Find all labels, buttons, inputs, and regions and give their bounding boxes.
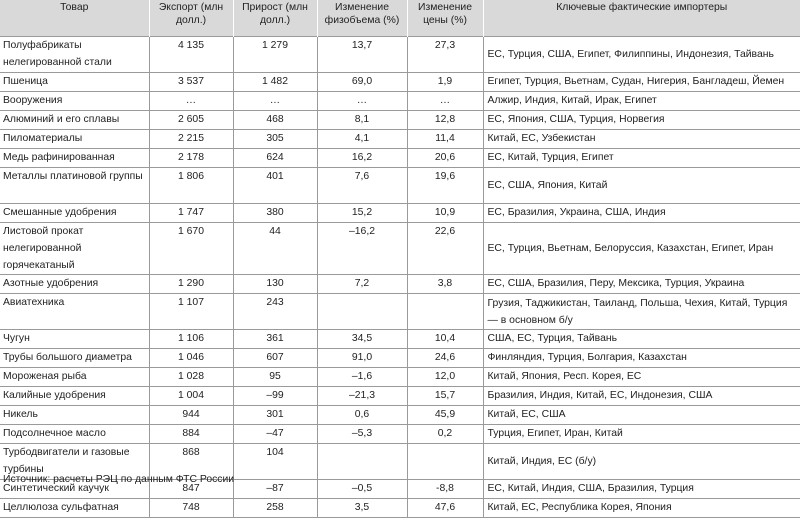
price-change-cell: 3,8 [407, 275, 483, 294]
volume-change-cell: 7,2 [317, 275, 407, 294]
price-change-cell: 12,0 [407, 368, 483, 387]
growth-cell: 44 [233, 223, 317, 275]
table-row [0, 92, 800, 111]
growth-cell: 1 279 [233, 37, 317, 73]
export-cell: 2 215 [149, 130, 233, 149]
table-row [0, 368, 800, 387]
volume-change-cell [317, 444, 407, 480]
table-row [0, 406, 800, 425]
price-change-cell: 45,9 [407, 406, 483, 425]
export-cell: 2 178 [149, 149, 233, 168]
volume-change-cell: 7,6 [317, 168, 407, 204]
product-cell: Никель [0, 406, 149, 425]
export-cell: 2 605 [149, 111, 233, 130]
growth-cell: 95 [233, 368, 317, 387]
table-row [0, 275, 800, 294]
table-row [0, 387, 800, 406]
export-cell: 1 747 [149, 204, 233, 223]
table-body [0, 37, 800, 518]
importers-cell: Турция, Египет, Иран, Китай [483, 425, 800, 444]
importers-cell: Китай, ЕС, Узбекистан [483, 130, 800, 149]
table-row [0, 330, 800, 349]
table-row [0, 73, 800, 92]
volume-change-cell [317, 294, 407, 330]
growth-cell: –99 [233, 387, 317, 406]
table-row [0, 294, 800, 330]
price-change-cell: 0,2 [407, 425, 483, 444]
importers-cell: Египет, Турция, Вьетнам, Судан, Нигерия, Бангладеш, Йемен [483, 73, 800, 92]
importers-cell: Бразилия, Индия, Китай, ЕС, Индонезия, США [483, 387, 800, 406]
header-export: Экспорт (млн долл.) [149, 0, 233, 37]
source-note: Источник: расчеты РЭЦ по данным ФТС России [3, 474, 235, 485]
product-cell: Трубы большого диаметра [0, 349, 149, 368]
importers-cell: ЕС, США, Япония, Китай [483, 168, 800, 204]
export-cell: 1 290 [149, 275, 233, 294]
importers-cell: ЕС, Япония, США, Турция, Норвегия [483, 111, 800, 130]
volume-change-cell: 69,0 [317, 73, 407, 92]
volume-change-cell: 34,5 [317, 330, 407, 349]
growth-cell: 243 [233, 294, 317, 330]
importers-cell: ЕС, Турция, Вьетнам, Белоруссия, Казахстан, Египет, Иран [483, 223, 800, 275]
importers-cell: Финляндия, Турция, Болгария, Казахстан [483, 349, 800, 368]
price-change-cell: … [407, 92, 483, 111]
growth-cell: 258 [233, 499, 317, 518]
product-cell: Пшеница [0, 73, 149, 92]
export-cell: 4 135 [149, 37, 233, 73]
growth-cell: 361 [233, 330, 317, 349]
importers-cell: Алжир, Индия, Китай, Ирак, Египет [483, 92, 800, 111]
export-cell: 944 [149, 406, 233, 425]
volume-change-cell: 13,7 [317, 37, 407, 73]
product-cell: Авиатехника [0, 294, 149, 330]
volume-change-cell: 15,2 [317, 204, 407, 223]
product-cell: Полуфабрикаты нелегированной стали [0, 37, 149, 73]
export-cell: … [149, 92, 233, 111]
price-change-cell: 12,8 [407, 111, 483, 130]
price-change-cell: 19,6 [407, 168, 483, 204]
growth-cell: 104 [233, 444, 317, 480]
volume-change-cell: 91,0 [317, 349, 407, 368]
importers-cell: Грузия, Таджикистан, Таиланд, Польша, Чехия, Китай, Турция — в основном б/у [483, 294, 800, 330]
importers-cell: ЕС, Бразилия, Украина, США, Индия [483, 204, 800, 223]
export-cell: 847 [149, 480, 233, 499]
export-cell: 1 046 [149, 349, 233, 368]
importers-cell: США, ЕС, Турция, Тайвань [483, 330, 800, 349]
growth-cell: 305 [233, 130, 317, 149]
table-row [0, 149, 800, 168]
growth-cell: 301 [233, 406, 317, 425]
volume-change-cell: 0,6 [317, 406, 407, 425]
importers-cell: Китай, ЕС, Республика Корея, Япония [483, 499, 800, 518]
product-cell: Чугун [0, 330, 149, 349]
header-growth: Прирост (млн долл.) [233, 0, 317, 37]
product-cell: Пиломатериалы [0, 130, 149, 149]
price-change-cell: 27,3 [407, 37, 483, 73]
volume-change-cell: –5,3 [317, 425, 407, 444]
importers-cell: ЕС, Китай, Турция, Египет [483, 149, 800, 168]
price-change-cell: -8,8 [407, 480, 483, 499]
product-cell: Целлюлоза сульфатная [0, 499, 149, 518]
product-cell: Подсолнечное масло [0, 425, 149, 444]
growth-cell: –47 [233, 425, 317, 444]
table-row [0, 425, 800, 444]
price-change-cell: 10,4 [407, 330, 483, 349]
price-change-cell: 15,7 [407, 387, 483, 406]
growth-cell: –87 [233, 480, 317, 499]
table-row [0, 349, 800, 368]
volume-change-cell: –0,5 [317, 480, 407, 499]
export-cell: 3 537 [149, 73, 233, 92]
table-row [0, 168, 800, 204]
product-cell: Турбодвигатели и газовые турбины [0, 444, 149, 480]
header-product: Товар [0, 0, 149, 37]
table-row [0, 499, 800, 518]
price-change-cell: 11,4 [407, 130, 483, 149]
header-importers: Ключевые фактические импортеры [483, 0, 800, 37]
price-change-cell: 47,6 [407, 499, 483, 518]
price-change-cell: 22,6 [407, 223, 483, 275]
product-cell: Калийные удобрения [0, 387, 149, 406]
product-cell: Синтетический каучук [0, 480, 149, 499]
export-cell: 1 004 [149, 387, 233, 406]
importers-cell: Китай, Япония, Респ. Корея, ЕС [483, 368, 800, 387]
export-cell: 868 [149, 444, 233, 480]
volume-change-cell: 3,5 [317, 499, 407, 518]
price-change-cell: 10,9 [407, 204, 483, 223]
table-row [0, 223, 800, 275]
importers-cell: ЕС, Турция, США, Египет, Филиппины, Индонезия, Тайвань [483, 37, 800, 73]
export-cell: 1 670 [149, 223, 233, 275]
product-cell: Вооружения [0, 92, 149, 111]
product-cell: Металлы платиновой группы [0, 168, 149, 204]
product-cell: Азотные удобрения [0, 275, 149, 294]
header-volume-change: Изменение физобъема (%) [317, 0, 407, 37]
growth-cell: 1 482 [233, 73, 317, 92]
price-change-cell: 20,6 [407, 149, 483, 168]
volume-change-cell: … [317, 92, 407, 111]
price-change-cell: 1,9 [407, 73, 483, 92]
price-change-cell: 24,6 [407, 349, 483, 368]
growth-cell: 468 [233, 111, 317, 130]
price-change-cell [407, 444, 483, 480]
volume-change-cell: –16,2 [317, 223, 407, 275]
product-cell: Медь рафинированная [0, 149, 149, 168]
export-cell: 1 107 [149, 294, 233, 330]
export-cell: 1 806 [149, 168, 233, 204]
growth-cell: 130 [233, 275, 317, 294]
volume-change-cell: –21,3 [317, 387, 407, 406]
price-change-cell [407, 294, 483, 330]
importers-cell: ЕС, Китай, Индия, США, Бразилия, Турция [483, 480, 800, 499]
growth-cell: … [233, 92, 317, 111]
product-cell: Смешанные удобрения [0, 204, 149, 223]
volume-change-cell: 4,1 [317, 130, 407, 149]
export-cell: 1 028 [149, 368, 233, 387]
export-cell: 1 106 [149, 330, 233, 349]
product-cell: Листовой прокат нелегированной горячекатаный [0, 223, 149, 275]
header-price-change: Изменение цены (%) [407, 0, 483, 37]
table-row [0, 37, 800, 73]
importers-cell: Китай, Индия, ЕС (б/у) [483, 444, 800, 480]
volume-change-cell: –1,6 [317, 368, 407, 387]
product-cell: Алюминий и его сплавы [0, 111, 149, 130]
growth-cell: 624 [233, 149, 317, 168]
volume-change-cell: 16,2 [317, 149, 407, 168]
growth-cell: 607 [233, 349, 317, 368]
importers-cell: Китай, ЕС, США [483, 406, 800, 425]
table-row [0, 130, 800, 149]
table-row [0, 111, 800, 130]
volume-change-cell: 8,1 [317, 111, 407, 130]
table-row [0, 204, 800, 223]
export-cell: 748 [149, 499, 233, 518]
growth-cell: 380 [233, 204, 317, 223]
growth-cell: 401 [233, 168, 317, 204]
product-cell: Мороженая рыба [0, 368, 149, 387]
header-row [0, 0, 800, 37]
importers-cell: ЕС, США, Бразилия, Перу, Мексика, Турция, Украина [483, 275, 800, 294]
export-cell: 884 [149, 425, 233, 444]
